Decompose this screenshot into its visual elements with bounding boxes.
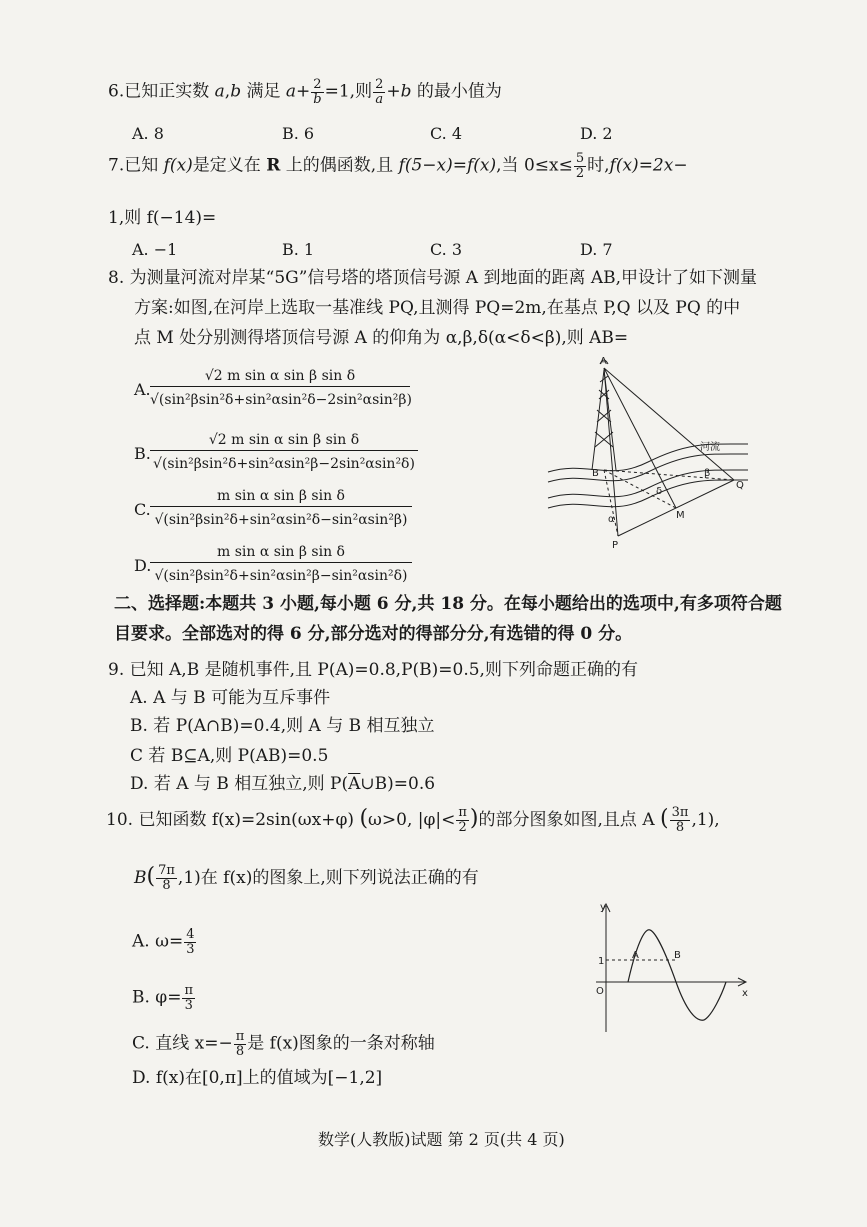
frac-num: π xyxy=(235,1029,245,1044)
tower-lattice xyxy=(595,376,613,447)
label-b: B xyxy=(592,468,599,479)
q6-text: 满足 xyxy=(246,81,281,102)
frac-num: 5 xyxy=(575,151,585,166)
q10-text: 的部分图象如图,且点 A xyxy=(478,810,655,830)
q10-fraction xyxy=(182,984,195,1012)
frac-num: √2 m sin α sin β sin δ xyxy=(204,368,356,384)
q10-point-b: B xyxy=(134,868,147,888)
frac-den: a xyxy=(375,91,384,107)
q6-text: =1,则 xyxy=(324,81,373,102)
river-bank xyxy=(548,470,748,498)
label-alpha: α xyxy=(608,514,615,525)
baseline-pq xyxy=(618,480,734,536)
q8-option-b-expr xyxy=(150,430,418,475)
frac-num: π xyxy=(184,983,193,998)
q6-var-a: a xyxy=(214,81,225,102)
q10-stem-line1 xyxy=(106,806,720,835)
label-m: M xyxy=(676,510,685,521)
q6-comma: , xyxy=(224,81,231,102)
q7-expr: f(5−x)=f(x) xyxy=(398,155,497,176)
q9-option-c[interactable]: C 若 B⊆A,则 P(AB)=0.5 xyxy=(130,746,329,766)
q7-option-d[interactable]: D. 7 xyxy=(580,240,613,259)
q7-text: 7.已知 xyxy=(108,155,159,176)
q10-option-c[interactable] xyxy=(132,1030,435,1058)
q10-fraction xyxy=(184,928,196,956)
q7-text: 上的偶函数,且 xyxy=(285,155,394,176)
frac-den: √(sin²βsin²δ+sin²αsin²δ−sin²αsin²β) xyxy=(150,506,412,531)
q6-text: 6.已知正实数 xyxy=(108,81,210,102)
frac-den: 2 xyxy=(575,165,585,181)
label-river: 河流 xyxy=(700,442,720,453)
q10-text: 10. 已知函数 f(x)=2sin(ωx+φ) xyxy=(106,810,355,830)
q7-option-a[interactable]: A. −1 xyxy=(132,240,178,259)
frac-den: 3 xyxy=(184,997,193,1013)
q10-fraction xyxy=(456,806,469,834)
q7-set-r: R xyxy=(266,155,281,176)
q10-fraction xyxy=(234,1030,247,1058)
q10-text: ,1), xyxy=(691,810,720,830)
q6-expr: a+ xyxy=(285,81,311,102)
q7-fraction xyxy=(574,152,586,180)
q10-text: ,1)在 f(x)的图象上,则下列说法正确的有 xyxy=(177,868,479,888)
frac-den: b xyxy=(313,91,322,107)
q10-paren: ( xyxy=(660,806,669,831)
q8-option-d-label[interactable]: D. xyxy=(134,556,152,575)
label-point-b: B xyxy=(674,950,681,961)
frac-den: 2 xyxy=(458,820,467,835)
label-a: A xyxy=(600,356,607,367)
q10-c-text: 是 f(x)图象的一条对称轴 xyxy=(247,1033,435,1054)
q8-tower-figure xyxy=(548,352,758,551)
q9-option-a[interactable]: A. A 与 B 可能为互斥事件 xyxy=(130,688,331,708)
q10-paren: ( xyxy=(146,864,156,889)
q10-b-text: B. φ= xyxy=(132,987,182,1008)
q9-d-complement: $\overline{A}$ xyxy=(348,774,361,794)
q10-text: ω>0, |φ|< xyxy=(368,810,456,830)
label-delta: δ xyxy=(656,486,663,497)
frac-num: m sin α sin β sin δ xyxy=(217,544,345,560)
q9-stem: 9. 已知 A,B 是随机事件,且 P(A)=0.8,P(B)=0.5,则下列命题正确的有 xyxy=(108,660,638,680)
frac-num: 2 xyxy=(375,77,384,92)
sine-curve xyxy=(628,930,726,1020)
q6-option-a[interactable]: A. 8 xyxy=(132,124,164,143)
label-one: 1 xyxy=(598,956,605,967)
q6-options xyxy=(0,124,867,146)
q9-option-d[interactable] xyxy=(130,774,435,794)
q6-expr: +b xyxy=(386,81,412,102)
q7-options xyxy=(0,240,867,262)
q6-text: 的最小值为 xyxy=(416,81,502,102)
section2-line1: 二、选择题:本题共 3 小题,每小题 6 分,共 18 分。在每小题给出的选项中,有多项符合题 xyxy=(114,594,782,614)
q7-expr: f(x)=2x− xyxy=(609,155,688,176)
q7-expr: f(x) xyxy=(163,155,193,176)
q6-option-c[interactable]: C. 4 xyxy=(430,124,463,143)
frac-num: 3π xyxy=(671,805,689,821)
label-beta: β xyxy=(704,468,711,479)
page-footer: 数学(人教版)试题 第 2 页(共 4 页) xyxy=(318,1130,565,1149)
q9-d-text: ∪B)=0.6 xyxy=(360,774,436,794)
label-point-a: A xyxy=(632,950,639,961)
q10-paren: ) xyxy=(469,806,479,831)
q10-sine-graph xyxy=(586,898,756,1038)
frac-den: 3 xyxy=(186,941,195,957)
q10-a-text: A. ω= xyxy=(132,931,184,952)
frac-num: 7π xyxy=(158,863,175,879)
q8-stem-line2: 方案:如图,在河岸上选取一基准线 PQ,且测得 PQ=2m,在基点 P,Q 以及 PQ 的中 xyxy=(134,298,741,318)
frac-den: √(sin²βsin²δ+sin²αsin²β−2sin²αsin²δ) xyxy=(150,450,418,475)
frac-den: √(sin²βsin²δ+sin²αsin²δ−2sin²αsin²β) xyxy=(150,386,410,411)
q8-option-c-label[interactable]: C. xyxy=(134,500,151,519)
frac-den: √(sin²βsin²δ+sin²αsin²β−sin²αsin²δ) xyxy=(150,562,412,587)
q8-option-d-expr xyxy=(150,542,412,587)
q8-option-a-expr xyxy=(150,366,410,411)
q10-paren: ( xyxy=(359,806,369,831)
label-x: x xyxy=(742,988,748,999)
q6-option-b[interactable]: B. 6 xyxy=(282,124,315,143)
q7-text: 时, xyxy=(587,155,610,176)
q8-option-c-expr xyxy=(150,486,412,531)
frac-den: 8 xyxy=(162,878,171,893)
frac-num: 2 xyxy=(311,78,323,93)
q6-stem xyxy=(108,78,502,106)
q6-fraction xyxy=(373,78,385,106)
q9-d-text: D. 若 A 与 B 相互独立,则 P( xyxy=(130,774,349,794)
q7-text: 是定义在 xyxy=(192,155,261,176)
q10-option-b[interactable] xyxy=(132,984,196,1012)
label-p: P xyxy=(612,540,619,551)
q7-option-c[interactable]: C. 3 xyxy=(430,240,463,259)
q7-stem-line1 xyxy=(108,152,688,180)
q9-option-b[interactable]: B. 若 P(A∩B)=0.4,则 A 与 B 相互独立 xyxy=(130,716,435,736)
frac-num: π xyxy=(458,805,467,821)
q6-fraction xyxy=(311,78,323,106)
q10-stem-line2 xyxy=(134,864,479,893)
label-y: y xyxy=(600,902,606,913)
section2-line2: 目要求。全部选对的得 6 分,部分选对的得部分分,有选错的得 0 分。 xyxy=(114,624,633,644)
q7-text: ,当 0≤x≤ xyxy=(496,155,573,176)
q8-option-b-label[interactable]: B. xyxy=(134,444,151,463)
frac-den: 8 xyxy=(675,820,685,835)
q8-option-a-label[interactable]: A. xyxy=(134,380,151,399)
q6-option-d[interactable]: D. 2 xyxy=(580,124,613,143)
q6-var-b: b xyxy=(230,81,242,102)
q10-fraction xyxy=(670,806,691,834)
frac-num: m sin α sin β sin δ xyxy=(217,488,345,504)
label-q: Q xyxy=(736,480,744,491)
q10-option-d[interactable]: D. f(x)在[0,π]上的值域为[−1,2] xyxy=(132,1068,383,1088)
frac-num: 4 xyxy=(186,927,195,942)
q8-stem-line3: 点 M 处分别测得塔顶信号源 A 的仰角为 α,β,δ(α<δ<β),则 AB= xyxy=(134,328,629,348)
q10-fraction xyxy=(156,864,177,892)
q7-stem-line2: 1,则 f(−14)= xyxy=(108,208,217,228)
q10-c-text: C. 直线 x=− xyxy=(132,1033,233,1054)
label-origin: O xyxy=(596,986,604,997)
frac-den: 8 xyxy=(235,1043,245,1059)
q7-option-b[interactable]: B. 1 xyxy=(282,240,315,259)
q8-stem-line1: 8. 为测量河流对岸某“5G”信号塔的塔顶信号源 A 到地面的距离 AB,甲设计了如下测量 xyxy=(108,268,758,288)
q10-option-a[interactable] xyxy=(132,928,197,956)
frac-num: √2 m sin α sin β sin δ xyxy=(208,432,360,448)
